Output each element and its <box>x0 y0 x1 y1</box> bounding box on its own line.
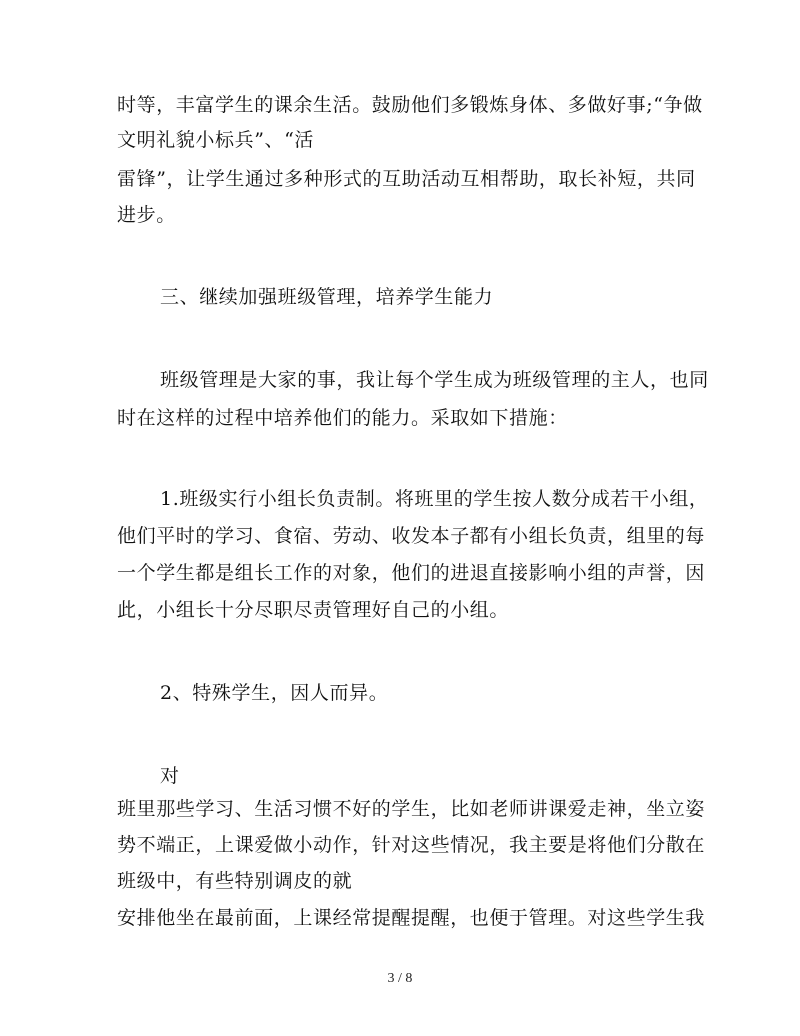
paragraph-1-line-3: 雷锋”，让学生通过多种形式的互助活动互相帮助，取长补短，共同 <box>117 168 696 190</box>
paragraph-6-line-5: 安排他坐在最前面，上课经常提醒提醒，也便于管理。对这些学生我 <box>117 907 706 929</box>
paragraph-1-line-4: 进步。 <box>117 204 176 226</box>
paragraph-5-line-1: 2、特殊学生，因人而异。 <box>160 682 389 704</box>
paragraph-4-line-2: 他们平时的学习、食宿、劳动、收发本子都有小组长负责，组里的每 <box>117 525 706 547</box>
paragraph-1-line-1: 时等，丰富学生的课余生活。鼓励他们多锻炼身体、多做好事;“争做 <box>117 94 703 116</box>
paragraph-1-line-2: 文明礼貌小标兵”、“活 <box>117 129 315 151</box>
paragraph-4-line-4: 此，小组长十分尽职尽责管理好自己的小组。 <box>117 599 510 621</box>
paragraph-3-line-2: 时在这样的过程中培养他们的能力。采取如下措施： <box>117 407 568 429</box>
paragraph-3-line-1: 班级管理是大家的事，我让每个学生成为班级管理的主人，也同 <box>160 369 709 391</box>
paragraph-4-line-3: 一个学生都是组长工作的对象，他们的进退直接影响小组的声誉，因 <box>117 562 706 584</box>
paragraph-6-line-3: 势不端正，上课爱做小动作，针对这些情况，我主要是将他们分散在 <box>117 834 706 856</box>
paragraph-6-line-4: 班级中，有些特别调皮的就 <box>117 870 353 892</box>
page-number: 3 / 8 <box>387 971 413 986</box>
paragraph-4-line-1: 1.班级实行小组长负责制。将班里的学生按人数分成若干小组， <box>160 488 709 510</box>
paragraph-6-line-2: 班里那些学习、生活习惯不好的学生，比如老师讲课爱走神，坐立姿 <box>117 798 706 820</box>
paragraph-6-line-1: 对 <box>160 765 180 787</box>
section-heading: 三、继续加强班级管理，培养学生能力 <box>160 286 494 308</box>
